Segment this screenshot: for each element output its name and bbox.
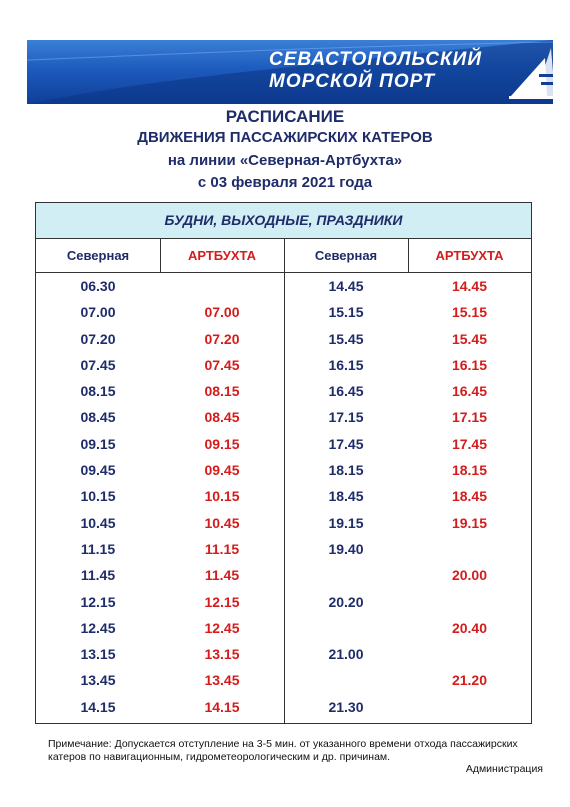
table-row xyxy=(36,273,531,299)
column-header-north-2: Северная xyxy=(284,239,408,273)
departure-artbukhta: 16.45 xyxy=(451,383,488,400)
departure-north: 17.45 xyxy=(328,435,364,452)
table-row xyxy=(36,562,531,588)
departure-artbukhta: 12.15 xyxy=(204,593,240,610)
departure-north: 10.45 xyxy=(80,514,116,531)
departure-artbukhta: 08.15 xyxy=(204,383,240,400)
table-row xyxy=(36,510,531,536)
departure-north: 21.00 xyxy=(328,646,364,663)
departure-north xyxy=(284,562,408,588)
column-header-artbukhta-1: АРТБУХТА xyxy=(160,239,284,273)
departure-north: 14.15 xyxy=(80,698,116,715)
departure-artbukhta: 10.45 xyxy=(204,514,240,531)
departure-artbukhta xyxy=(408,694,531,720)
table-row xyxy=(36,667,531,693)
departure-artbukhta: 11.15 xyxy=(204,540,240,557)
departure-artbukhta: 10.15 xyxy=(204,488,240,505)
table-row xyxy=(36,378,531,404)
departure-artbukhta: 20.40 xyxy=(451,619,488,636)
departure-north: 18.45 xyxy=(328,488,364,505)
departure-north xyxy=(284,667,408,693)
departure-north: 07.45 xyxy=(80,356,116,373)
table-row xyxy=(36,589,531,615)
table-row xyxy=(36,694,531,720)
departure-artbukhta xyxy=(408,589,531,615)
departure-artbukhta: 14.45 xyxy=(451,278,488,294)
column-header-north-1: Северная xyxy=(36,239,160,273)
departure-north: 16.15 xyxy=(328,356,364,373)
departure-artbukhta: 16.15 xyxy=(451,356,488,373)
departure-north: 19.40 xyxy=(328,540,364,557)
departure-artbukhta: 15.45 xyxy=(451,330,488,347)
departure-north: 18.15 xyxy=(328,462,364,479)
page-title: РАСПИСАНИЕ xyxy=(225,107,345,126)
departure-artbukhta: 20.00 xyxy=(451,567,488,584)
brand-name-line2: МОРСКОЙ ПОРТ xyxy=(269,71,436,92)
page-subtitle: ДВИЖЕНИЯ ПАССАЖИРСКИХ КАТЕРОВ xyxy=(137,129,433,146)
departure-artbukhta: 17.15 xyxy=(451,409,488,426)
departure-artbukhta: 15.15 xyxy=(451,304,488,321)
column-header-artbukhta-2: АРТБУХТА xyxy=(408,239,531,273)
departure-north: 20.20 xyxy=(328,593,364,610)
departure-artbukhta: 12.45 xyxy=(204,619,240,636)
signature: Администрация xyxy=(465,763,543,775)
ship-logo-icon xyxy=(505,44,557,100)
departure-north xyxy=(284,615,408,641)
departure-north: 14.45 xyxy=(328,278,364,294)
departure-north: 11.15 xyxy=(80,540,116,557)
days-header: БУДНИ, ВЫХОДНЫЕ, ПРАЗДНИКИ xyxy=(36,203,531,239)
departure-north: 07.20 xyxy=(80,330,116,347)
departure-north: 11.45 xyxy=(80,567,116,584)
departure-artbukhta: 19.15 xyxy=(451,514,488,531)
departure-artbukhta xyxy=(160,273,284,299)
departure-artbukhta: 18.15 xyxy=(451,462,488,479)
departure-artbukhta: 13.45 xyxy=(204,672,240,689)
table-row xyxy=(36,641,531,667)
departure-artbukhta: 07.00 xyxy=(204,304,240,321)
footnote: Примечание: Допускается отступление на 3-5 мин. от указанного времени отхода пассажирских катеров по навигационным, гидрометеорологическим и др. причинам. xyxy=(48,738,518,763)
departure-north: 08.15 xyxy=(80,383,116,400)
departure-artbukhta xyxy=(408,641,531,667)
brand-name-line1: СЕВАСТОПОЛЬСКИЙ xyxy=(269,49,483,70)
route-line: на линии «Северная-Артбухта» xyxy=(167,152,403,169)
table-row xyxy=(36,326,531,352)
departure-north: 15.45 xyxy=(328,330,364,347)
departure-artbukhta: 21.20 xyxy=(451,672,488,689)
departure-north: 16.45 xyxy=(328,383,364,400)
departure-north: 15.15 xyxy=(328,304,364,321)
table-row xyxy=(36,483,531,509)
departure-north: 07.00 xyxy=(80,304,116,321)
departure-artbukhta: 07.20 xyxy=(204,330,240,347)
departure-north: 13.15 xyxy=(80,646,116,663)
departure-artbukhta: 09.45 xyxy=(204,462,240,479)
departure-north: 12.45 xyxy=(80,619,116,636)
table-row xyxy=(36,404,531,430)
departure-artbukhta: 17.45 xyxy=(451,435,488,452)
departure-north: 13.45 xyxy=(80,672,116,689)
departure-artbukhta: 14.15 xyxy=(204,698,240,715)
departure-north: 21.30 xyxy=(328,698,364,715)
departure-north: 19.15 xyxy=(328,514,364,531)
departure-artbukhta: 18.45 xyxy=(451,488,488,505)
departure-artbukhta: 11.45 xyxy=(204,567,240,584)
schedule-rows xyxy=(36,273,531,720)
table-row xyxy=(36,352,531,378)
departure-artbukhta xyxy=(408,536,531,562)
table-row xyxy=(36,299,531,325)
header-divider xyxy=(160,239,161,273)
departure-artbukhta: 07.45 xyxy=(204,356,240,373)
port-banner xyxy=(27,40,553,104)
departure-north: 10.15 xyxy=(80,488,116,505)
schedule-table xyxy=(35,202,532,724)
departure-artbukhta: 08.45 xyxy=(204,409,240,426)
departure-north: 17.15 xyxy=(328,409,364,426)
table-row xyxy=(36,536,531,562)
departure-artbukhta: 13.15 xyxy=(204,646,240,663)
departure-north: 08.45 xyxy=(80,409,116,426)
effective-date: с 03 февраля 2021 года xyxy=(197,174,373,191)
table-row xyxy=(36,457,531,483)
table-row xyxy=(36,615,531,641)
table-row xyxy=(36,431,531,457)
departure-artbukhta: 09.15 xyxy=(204,435,240,452)
departure-north: 12.15 xyxy=(80,593,116,610)
departure-north: 09.15 xyxy=(80,435,116,452)
departure-north: 06.30 xyxy=(80,278,116,294)
header-divider xyxy=(408,239,409,273)
departure-north: 09.45 xyxy=(80,462,116,479)
